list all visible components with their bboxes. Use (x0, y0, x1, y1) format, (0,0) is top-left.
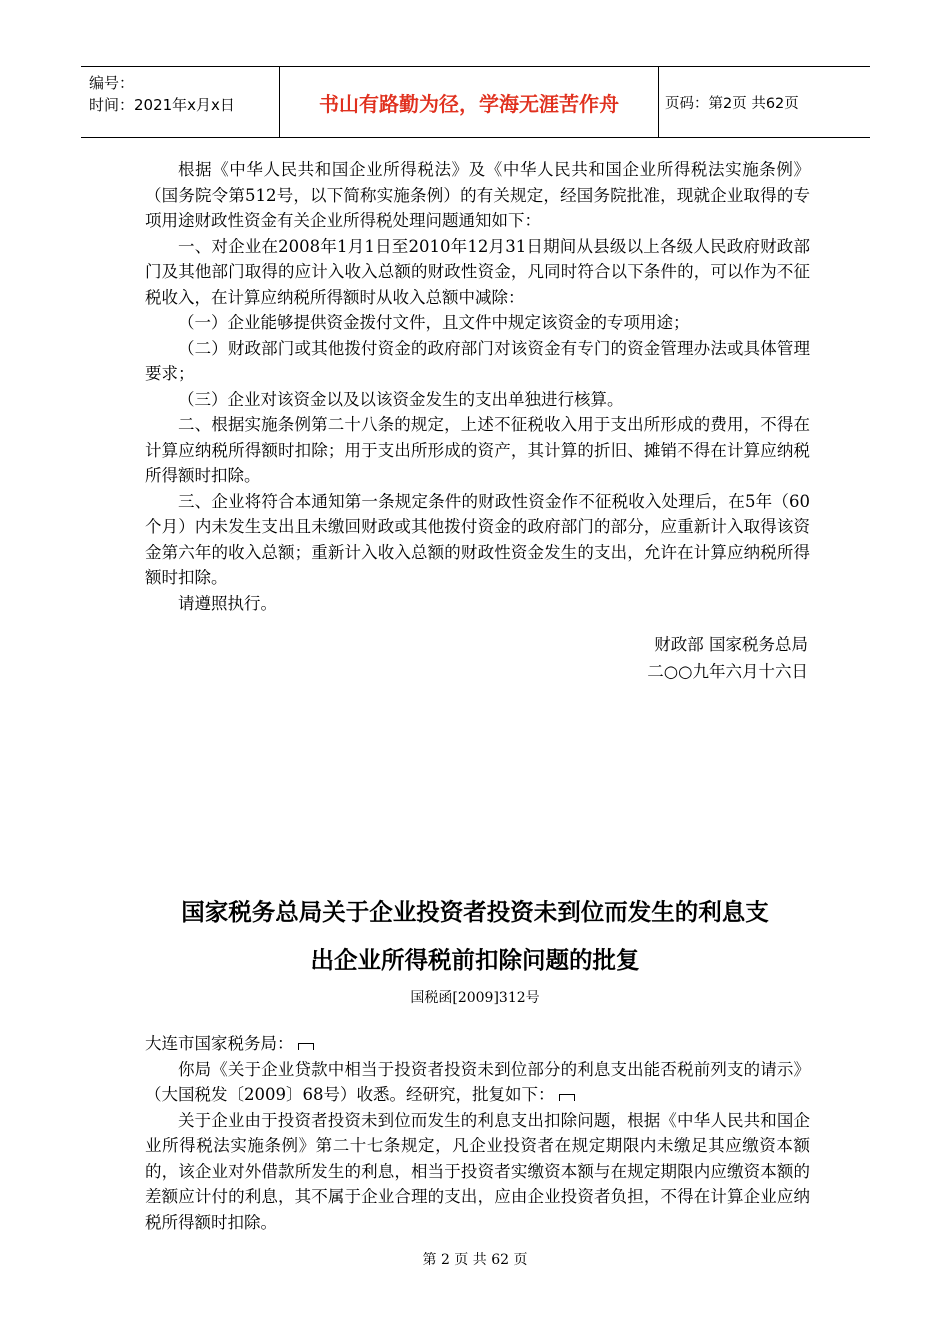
header-page-cell (659, 67, 870, 137)
reply-body (145, 1031, 810, 1235)
paragraph-text: 你局《关于企业贷款中相当于投资者投资未到位部分的利息支出能否税前列支的请示》（大国税发〔2009〕68号）收悉。经研究，批复如下： (145, 1059, 810, 1104)
paragraph: （二）财政部门或其他拨付资金的政府部门对该资金有专门的资金管理办法或具体管理要求； (145, 338, 810, 383)
addressee-line (145, 1031, 810, 1057)
paragraph: 二、根据实施条例第二十八条的规定，上述不征税收入用于支出所形成的费用，不得在计算应纳税所得额时扣除；用于支出所形成的资产，其计算的折旧、摊销不得在计算应纳税所得额时扣除。 (145, 415, 810, 485)
page-label: 页码：第2页 共62页 (665, 95, 799, 112)
line-break-mark-icon (298, 1043, 314, 1050)
page-header (81, 66, 870, 138)
document-number: 国税函[2009]312号 (410, 990, 540, 1006)
paragraph: （一）企业能够提供资金拨付文件，且文件中规定该资金的专项用途； (178, 313, 690, 332)
notice-body (145, 157, 810, 616)
addressee: 大连市国家税务局： (145, 1034, 294, 1053)
paragraph: 一、对企业在2008年1月1日至2010年12月31日期间从县级以上各级人民政府财政部门及其他部门取得的应计入收入总额的财政性资金，凡同时符合以下条件的，可以作为不征税收入，在计算应纳税所得额时从收入总额中减除： (145, 236, 810, 307)
document-title-line-1: 国家税务总局关于企业投资者投资未到位而发生的利息支 (181, 898, 769, 926)
paragraph: 关于企业由于投资者投资未到位而发生的利息支出扣除问题，根据《中华人民共和国企业所得税法实施条例》第二十七条规定，凡企业投资者在规定期限内未缴足其应缴资本额的，该企业对外借款所发生的利息，相当于投资者实缴资本额与在规定期限内应缴资本额的差额应计付的利息，其不属于企业合理的支出，应由企业投资者负担，不得在计算企业应纳税所得额时扣除。 (145, 1110, 810, 1232)
line-break-mark-icon (559, 1094, 575, 1101)
page-footer: 第 2 页 共 62 页 (422, 1252, 528, 1268)
code-label: 编号： (89, 74, 135, 92)
header-motto: 书山有路勤为径，学海无涯苦作舟 (280, 67, 659, 137)
paragraph: 根据《中华人民共和国企业所得税法》及《中华人民共和国企业所得税法实施条例》（国务院令第512号，以下简称实施条例）的有关规定，经国务院批准，现就企业取得的专项用途财政性资金有关企业所得税处理问题通知如下： (145, 160, 810, 230)
header-info-cell (81, 67, 280, 137)
document-title-line-2: 出企业所得税前扣除问题的批复 (310, 946, 640, 974)
signature: 财政部 国家税务总局 (654, 635, 808, 654)
paragraph: 三、企业将符合本通知第一条规定条件的财政性资金作不征税收入处理后，在5年（60个月）内未发生支出且未缴回财政或其他拨付资金的政府部门的部分，应重新计入取得该资金第六年的收入总额；重新计入收入总额的财政性资金发生的支出，允许在计算应纳税所得额时扣除。 (145, 491, 810, 587)
time-label: 时间：2021年x月x日 (89, 96, 235, 114)
signature-date: 二○○九年六月十六日 (647, 662, 808, 681)
paragraph (145, 1057, 810, 1108)
paragraph: （三）企业对该资金以及以该资金发生的支出单独进行核算。 (178, 389, 624, 409)
paragraph: 请遵照执行。 (178, 593, 277, 613)
